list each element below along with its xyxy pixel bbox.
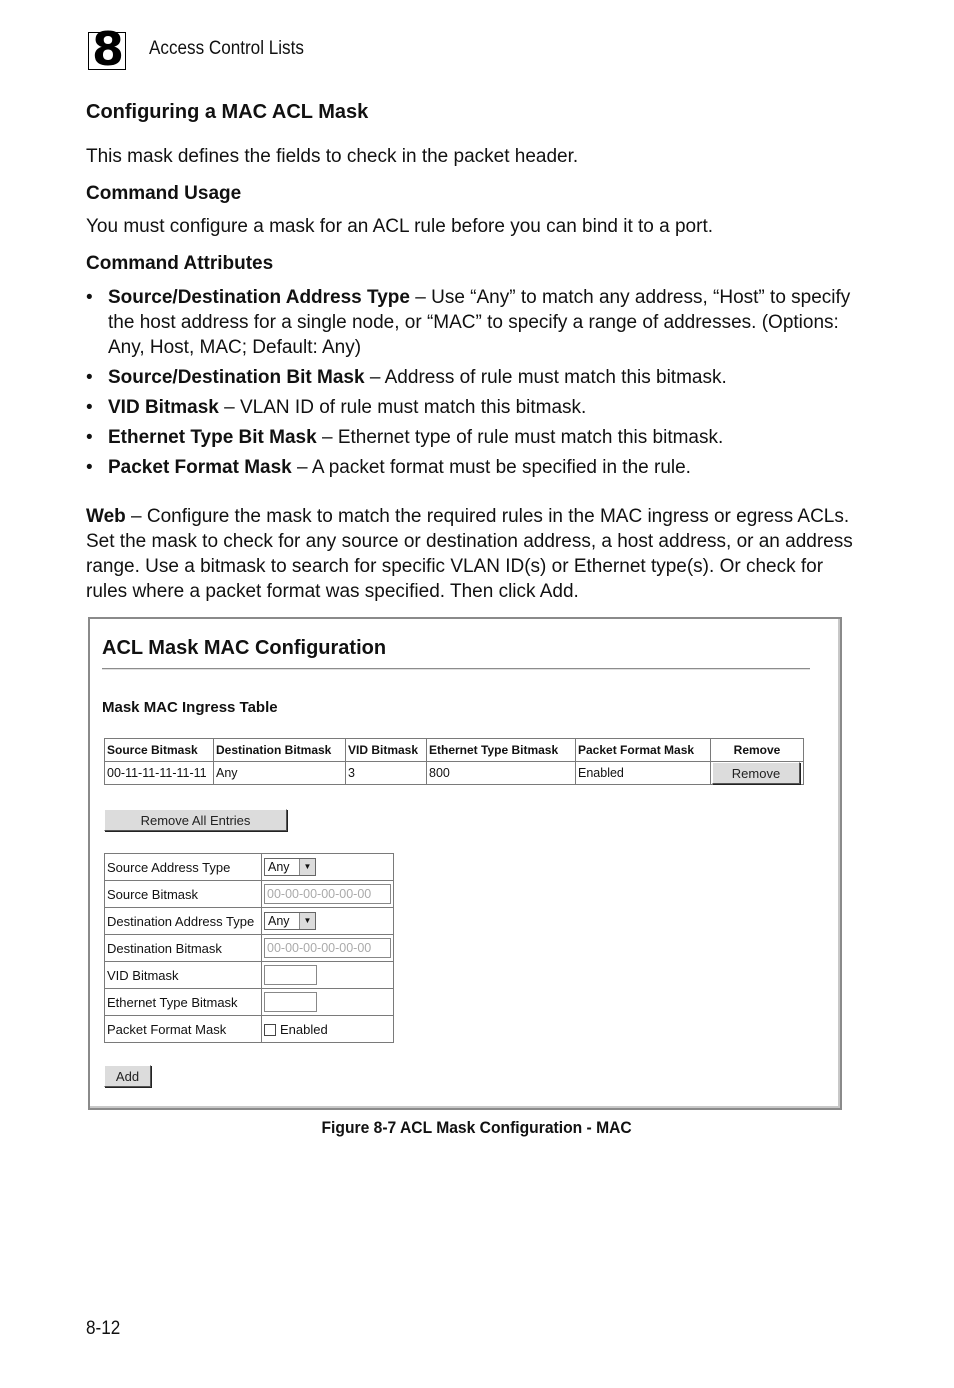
source-type-label: Source Address Type: [105, 854, 262, 881]
dest-bitmask-label: Destination Bitmask: [105, 935, 262, 962]
running-title: Access Control Lists: [149, 38, 304, 59]
acl-mask-screenshot: [88, 617, 842, 1110]
attribute-item: • Packet Format Mask – A packet format must be specified in the rule.: [86, 455, 856, 480]
form-row: [105, 908, 394, 935]
vid-bitmask-cell: [262, 962, 394, 989]
page-number: 8-12: [86, 1318, 121, 1339]
dest-type-label: Destination Address Type: [105, 908, 262, 935]
packet-format-label: Packet Format Mask: [105, 1016, 262, 1043]
chevron-down-icon: ▼: [299, 859, 315, 875]
section-title: Configuring a MAC ACL Mask: [86, 101, 369, 123]
dest-type-cell: [262, 908, 394, 935]
ethertype-bitmask-cell: [262, 989, 394, 1016]
table-row: [105, 762, 804, 785]
col-header: Remove: [711, 739, 804, 762]
packet-format-option-label: Enabled: [280, 1021, 328, 1037]
source-type-select[interactable]: Any ▼: [264, 858, 316, 876]
ethertype-bitmask-input[interactable]: [264, 992, 317, 1012]
usage-paragraph: You must configure a mask for an ACL rule before you can bind it to a port.: [86, 216, 714, 237]
form-row: [105, 935, 394, 962]
usage-heading: Command Usage: [86, 183, 242, 204]
ingress-table-title: Mask MAC Ingress Table: [102, 699, 278, 716]
dest-bitmask-cell: [262, 935, 394, 962]
vid-bitmask-cell: 3: [346, 762, 427, 785]
add-button[interactable]: Add: [104, 1065, 151, 1087]
source-bitmask-cell: 00-11-11-11-11-11: [105, 762, 214, 785]
table-header-row: [105, 739, 804, 762]
attributes-list: [86, 285, 856, 485]
figure-caption: Figure 8-7 ACL Mask Configuration - MAC: [321, 1118, 633, 1137]
attributes-heading: Command Attributes: [86, 253, 274, 274]
source-bitmask-label: Source Bitmask: [105, 881, 262, 908]
form-row: [105, 962, 394, 989]
dest-type-select[interactable]: Any ▼: [264, 912, 316, 930]
vid-bitmask-input[interactable]: [264, 965, 317, 985]
source-bitmask-cell: [262, 881, 394, 908]
packet-format-checkbox[interactable]: [264, 1024, 276, 1036]
form-row: [105, 989, 394, 1016]
form-row: [105, 854, 394, 881]
chapter-number: 8: [92, 22, 125, 76]
attribute-item: • Ethernet Type Bit Mask – Ethernet type of rule must match this bitmask.: [86, 425, 856, 450]
web-paragraph: Web – Configure the mask to match the required rules in the MAC ingress or egress ACLs. Set the mask to check for any source or destination address, a host address, or an address range. Use a bitmask to search for specific VLAN ID(s) or Ethernet type(s). Or check for rules where a packet format was specified. Then click Add.: [86, 506, 853, 602]
dest-bitmask-input[interactable]: 00-00-00-00-00-00: [264, 938, 391, 958]
ingress-table: [104, 738, 804, 785]
col-header: Ethernet Type Bitmask: [427, 739, 576, 762]
vid-bitmask-label: VID Bitmask: [105, 962, 262, 989]
screenshot-title: ACL Mask MAC Configuration: [102, 637, 387, 659]
title-divider: [102, 668, 810, 670]
remove-all-entries-button[interactable]: Remove All Entries: [104, 809, 287, 831]
destination-bitmask-cell: Any: [214, 762, 346, 785]
col-header: Destination Bitmask: [214, 739, 346, 762]
col-header: Source Bitmask: [105, 739, 214, 762]
col-header: Packet Format Mask: [576, 739, 711, 762]
packet-format-cell: Enabled: [576, 762, 711, 785]
source-type-cell: [262, 854, 394, 881]
form-row: [105, 881, 394, 908]
attribute-item: • Source/Destination Address Type – Use “Any” to match any address, “Host” to specify the host address for a single node, or “MAC” to specify a range of addresses. (Options: Any, Host, MAC; Default: Any): [86, 285, 856, 360]
packet-format-cell: [262, 1016, 394, 1043]
attribute-item: • VID Bitmask – VLAN ID of rule must match this bitmask.: [86, 395, 856, 420]
ethertype-bitmask-cell: 800: [427, 762, 576, 785]
form-row: [105, 1016, 394, 1043]
attribute-item: • Source/Destination Bit Mask – Address of rule must match this bitmask.: [86, 365, 856, 390]
intro-paragraph: This mask defines the fields to check in the packet header.: [86, 146, 579, 167]
remove-cell: [711, 762, 804, 785]
source-bitmask-input[interactable]: 00-00-00-00-00-00: [264, 884, 391, 904]
remove-row-button[interactable]: Remove: [712, 762, 800, 784]
ethertype-bitmask-label: Ethernet Type Bitmask: [105, 989, 262, 1016]
chevron-down-icon: ▼: [299, 913, 315, 929]
mask-form: [104, 853, 394, 1043]
col-header: VID Bitmask: [346, 739, 427, 762]
